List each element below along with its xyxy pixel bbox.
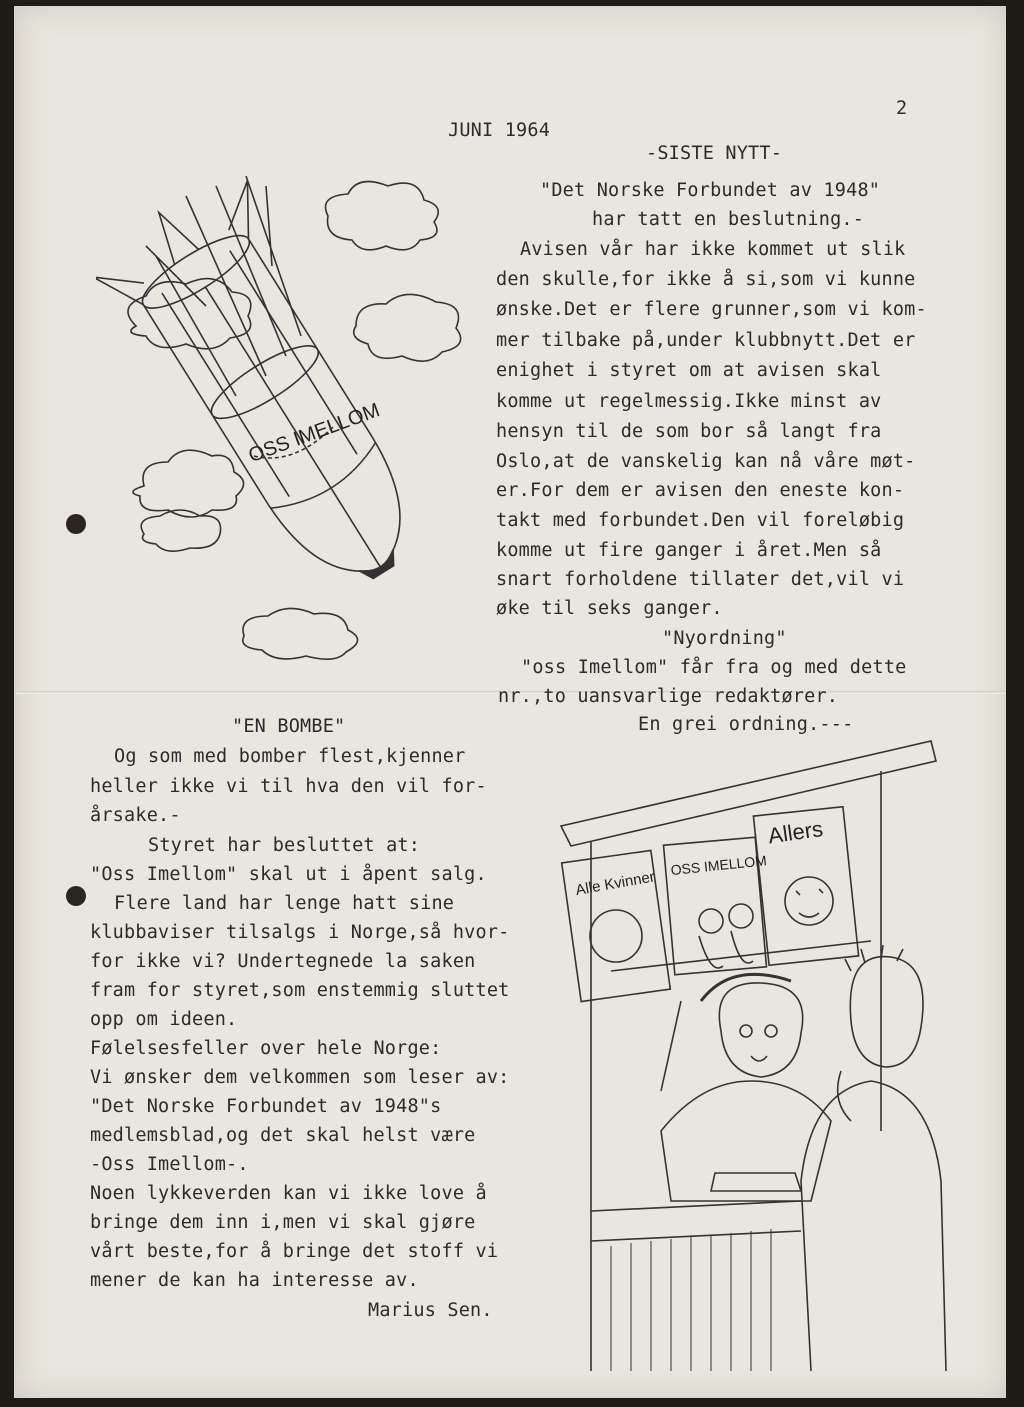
right-line: komme ut fire ganger i året.Men så [496, 540, 882, 561]
left-line: for ikke vi? Undertegnede la saken [90, 951, 476, 972]
right-line: snart forholdene tillater det,vil vi [496, 569, 905, 590]
left-line: Vi ønsker dem velkommen som leser av: [90, 1067, 510, 1088]
right-line: komme ut regelmessig.Ikke minst av [496, 391, 882, 412]
right-line: En grei ordning.--- [638, 714, 854, 735]
left-line: vårt beste,for å bringe det stoff vi [90, 1241, 499, 1262]
right-line: øke til seks ganger. [496, 598, 723, 619]
left-line: Flere land har lenge hatt sine [114, 893, 455, 914]
left-line: "Oss Imellom" skal ut i åpent salg. [90, 864, 487, 885]
punch-hole-top [66, 514, 86, 534]
left-line: Og som med bomber flest,kjenner [114, 746, 466, 767]
right-line: er.For dem er avisen den eneste kon- [496, 480, 905, 501]
issue-date: JUNI 1964 [448, 120, 551, 141]
right-line: Avisen vår har ikke kommet ut slik [520, 239, 906, 260]
left-line: klubbaviser tilsalgs i Norge,så hvor- [90, 922, 510, 943]
poster-alle-kvinner [562, 850, 671, 1001]
bomb-illustration [96, 156, 476, 666]
cloud-icon [243, 608, 358, 659]
right-line: "Det Norske Forbundet av 1948" [540, 180, 881, 201]
left-line: Styret har besluttet at: [148, 835, 421, 856]
right-line: Oslo,at de vanskelig kan nå våre møt- [496, 451, 916, 472]
page-number: 2 [896, 98, 908, 119]
right-line: hensyn til de som bor så langt fra [496, 421, 882, 442]
right-line: har tatt en beslutning.- [592, 209, 865, 230]
right-line: ønske.Det er flere grunner,som vi kom- [496, 299, 927, 320]
kiosk-illustration [551, 731, 956, 1386]
left-line: mener de kan ha interesse av. [90, 1270, 419, 1291]
right-line: takt med forbundet.Den vil foreløbig [496, 510, 905, 531]
left-line: -Oss Imellom-. [90, 1154, 249, 1175]
cloud-icon [326, 182, 439, 250]
poster-title: OSS IMELLOM [669, 852, 768, 879]
punch-hole-bottom [66, 886, 86, 906]
left-line: bringe dem inn i,men vi skal gjøre [90, 1212, 476, 1233]
right-line: nr.,to uansvarlige redaktører. [498, 686, 839, 707]
left-article-heading: "EN BOMBE" [232, 716, 346, 737]
cloud-icon [354, 294, 461, 361]
left-line: årsake.- [90, 805, 181, 826]
right-line: "Nyordning" [662, 628, 787, 649]
left-line: opp om ideen. [90, 1009, 238, 1030]
left-line: Følelsesfeller over hele Norge: [90, 1038, 442, 1059]
left-line: fram for styret,som enstemmig sluttet [90, 980, 510, 1001]
right-article-heading: -SISTE NYTT- [646, 143, 783, 164]
left-line: "Det Norske Forbundet av 1948"s [90, 1096, 442, 1117]
poster-title: Alle Kvinner [574, 868, 657, 900]
right-line: den skulle,for ikke å si,som vi kunne [496, 269, 916, 290]
poster-title: Allers [766, 815, 825, 849]
left-line: heller ikke vi til hva den vil for- [90, 776, 487, 797]
right-line: enighet i styret om at avisen skal [496, 360, 882, 381]
right-line: mer tilbake på,under klubbnytt.Det er [496, 330, 916, 351]
woman-head-icon [719, 983, 802, 1077]
boy-head-icon [850, 957, 923, 1067]
newsletter-page [16, 6, 1006, 1398]
left-line: Noen lykkeverden kan vi ikke love å [90, 1183, 487, 1204]
signature: Marius Sen. [368, 1300, 493, 1321]
left-line: medlemsblad,og det skal helst være [90, 1125, 476, 1146]
cloud-icon [133, 450, 244, 517]
bomb-label: OSS IMELLOM [245, 399, 383, 468]
right-line: "oss Imellom" får fra og med dette [521, 657, 907, 678]
